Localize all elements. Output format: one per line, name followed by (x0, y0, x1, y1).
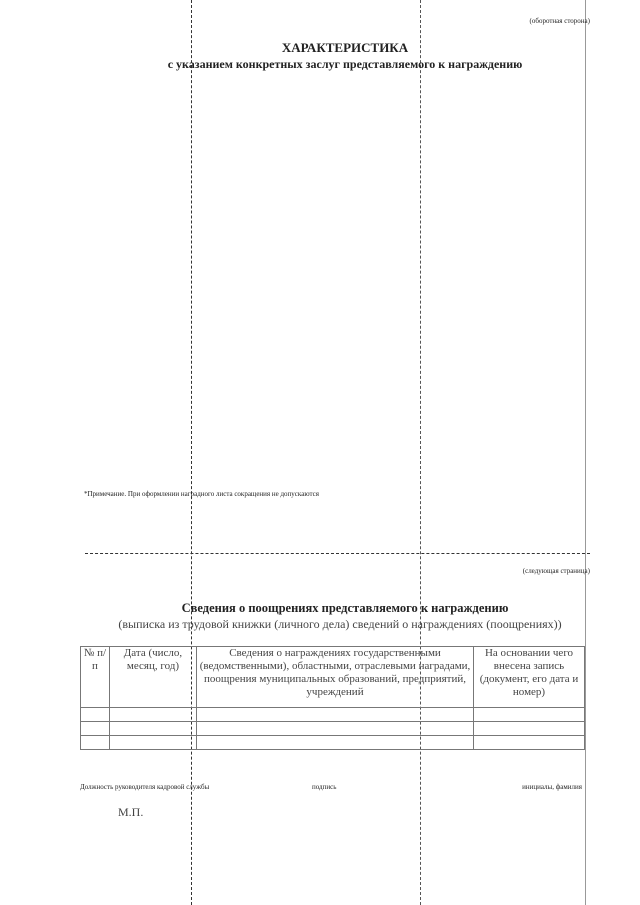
table-cell[interactable] (474, 736, 585, 750)
table-cell[interactable] (110, 736, 197, 750)
table-cell[interactable] (474, 708, 585, 722)
page-edge-line (585, 0, 586, 905)
table-row (81, 708, 585, 722)
table-cell[interactable] (197, 722, 474, 736)
next-page-label: (следующая страница) (522, 567, 590, 575)
table-row (81, 736, 585, 750)
stamp-place: М.П. (118, 805, 144, 819)
signature-label: подпись (312, 783, 337, 791)
page-subtitle: с указанием конкретных заслуг представляемого к награждению (167, 57, 523, 71)
scan-fold-line (191, 0, 192, 905)
side-note: (оборотная сторона) (529, 17, 590, 25)
header-basis: На основании чего внесена запись (документ, его дата и номер) (474, 647, 585, 708)
cut-line (85, 553, 590, 554)
scan-fold-line (420, 0, 421, 905)
table-cell[interactable] (81, 708, 110, 722)
note: *Примечание. При оформлении наградного листа сокращения не допускаются (84, 490, 319, 498)
table-cell[interactable] (197, 708, 474, 722)
header-awards: Сведения о награждениях государственными (ведомственными), областными, отраслевыми наградами, поощрения муниципальных образований, предприятий, учреждений (197, 647, 474, 708)
table-cell[interactable] (474, 722, 585, 736)
table-cell[interactable] (81, 722, 110, 736)
header-date: Дата (число, месяц, год) (110, 647, 197, 708)
position-label: Должность руководителя кадровой службы (80, 783, 210, 791)
section-subtitle: (выписка из трудовой книжки (личного дела) сведений о награждениях (поощрениях)) (118, 617, 562, 631)
table-row (81, 722, 585, 736)
table-header-row (81, 647, 585, 708)
table-cell[interactable] (197, 736, 474, 750)
table-cell[interactable] (110, 722, 197, 736)
table-cell[interactable] (110, 708, 197, 722)
page-title: ХАРАКТЕРИСТИКА (281, 40, 409, 55)
name-label: инициалы, фамилия (522, 783, 582, 791)
awards-table (80, 646, 585, 750)
section-title: Сведения о поощрениях представляемого к награждению (181, 601, 509, 615)
table-cell[interactable] (81, 736, 110, 750)
header-number: № п/п (81, 647, 110, 708)
